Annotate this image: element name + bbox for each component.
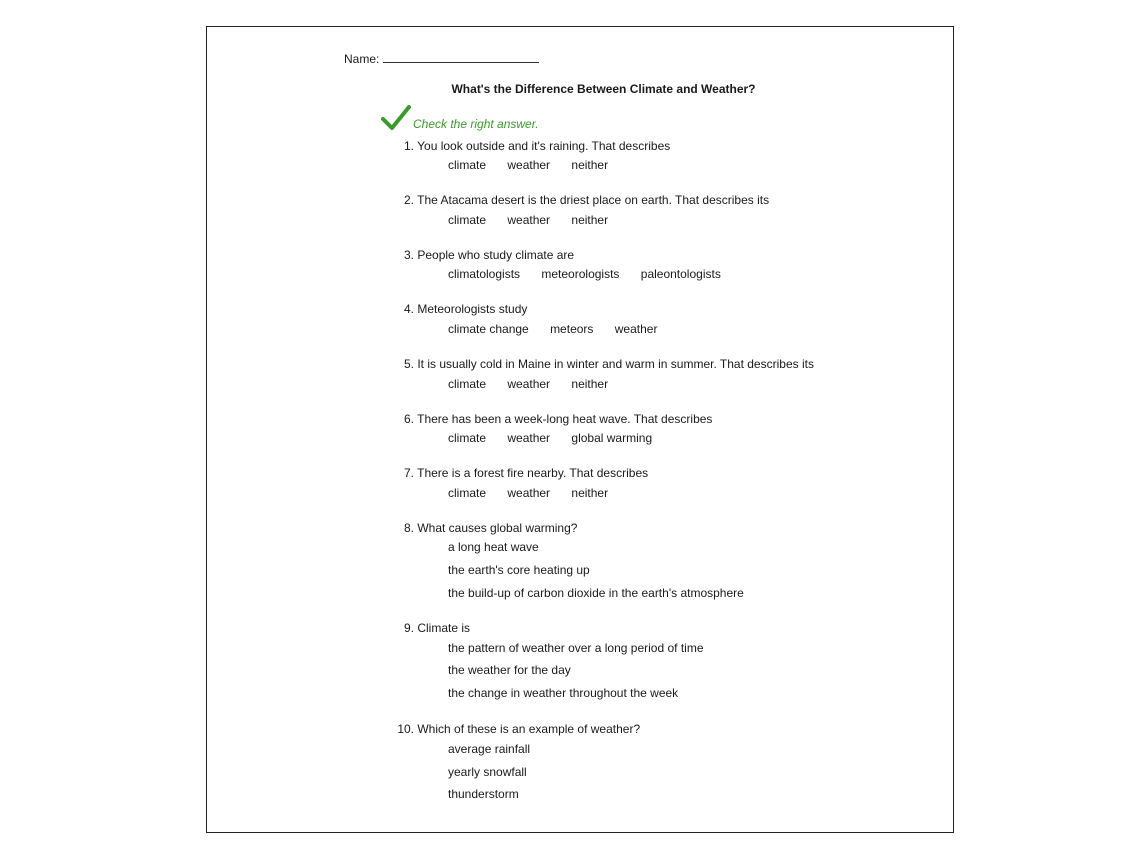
question-1 (390, 139, 670, 153)
answer-option[interactable]: the build-up of carbon dioxide in the earth's atmosphere (448, 586, 744, 600)
answer-option[interactable]: neither (571, 377, 609, 391)
question-text: There has been a week-long heat wave. That describes (417, 412, 713, 426)
question-number: 9. (403, 621, 414, 635)
answer-option[interactable]: a long heat wave (448, 540, 539, 554)
answer-options (448, 486, 626, 500)
checkmark-icon (381, 104, 411, 132)
answer-option[interactable]: climate (448, 486, 487, 500)
answer-option[interactable]: climate (448, 213, 487, 227)
question-9 (390, 621, 470, 635)
question-text: The Atacama desert is the driest place on earth. That describes its (417, 193, 770, 207)
instruction-text: Check the right answer. (413, 117, 539, 131)
answer-option[interactable]: thunderstorm (448, 787, 519, 801)
answer-option[interactable]: climate (448, 377, 487, 391)
answer-options (448, 158, 626, 172)
answer-option[interactable]: climatologists (448, 267, 521, 281)
question-6 (390, 412, 712, 426)
answer-option[interactable]: the earth's core heating up (448, 563, 590, 577)
answer-option[interactable]: weather (507, 158, 551, 172)
answer-option[interactable]: neither (571, 486, 609, 500)
question-text: What causes global warming? (417, 521, 578, 535)
question-text: Climate is (417, 621, 471, 635)
question-number: 1. (403, 139, 414, 153)
question-text: There is a forest fire nearby. That describes (417, 466, 649, 480)
answer-option[interactable]: weather (614, 322, 658, 336)
name-field-row (344, 52, 539, 66)
answer-option[interactable]: average rainfall (448, 742, 531, 756)
question-text: It is usually cold in Maine in winter and warm in summer. That describes its (417, 357, 814, 371)
question-text: You look outside and it's raining. That describes (417, 139, 671, 153)
question-8 (390, 521, 577, 535)
question-text: People who study climate are (417, 248, 575, 262)
answer-option[interactable]: neither (571, 158, 609, 172)
question-number: 2. (403, 193, 414, 207)
question-3 (390, 248, 574, 262)
answer-option[interactable]: the change in weather throughout the week (448, 686, 679, 700)
question-number: 6. (403, 412, 414, 426)
question-number: 8. (403, 521, 414, 535)
answer-options (448, 377, 626, 391)
answer-options (448, 267, 739, 281)
question-4 (390, 302, 527, 316)
answer-option[interactable]: weather (507, 213, 551, 227)
answer-options (448, 213, 626, 227)
question-number: 4. (403, 302, 414, 316)
answer-option[interactable]: the weather for the day (448, 663, 571, 677)
answer-option[interactable]: global warming (571, 431, 653, 445)
answer-option[interactable]: paleontologists (640, 267, 721, 281)
answer-option[interactable]: the pattern of weather over a long period of time (448, 641, 704, 655)
answer-option[interactable]: meteorologists (541, 267, 620, 281)
name-label: Name: (344, 52, 380, 66)
answer-options (448, 322, 675, 336)
answer-option[interactable]: meteors (550, 322, 594, 336)
answer-options (448, 431, 670, 445)
question-7 (390, 466, 648, 480)
question-number: 5. (403, 357, 414, 371)
answer-option[interactable]: climate change (448, 322, 529, 336)
answer-option[interactable]: climate (448, 431, 487, 445)
answer-option[interactable]: climate (448, 158, 487, 172)
question-10 (390, 722, 640, 736)
question-number: 10. (397, 722, 414, 736)
answer-option[interactable]: yearly snowfall (448, 765, 527, 779)
question-number: 3. (403, 248, 414, 262)
question-2 (390, 193, 769, 207)
question-text: Which of these is an example of weather? (417, 722, 641, 736)
question-5 (390, 357, 814, 371)
name-blank-line[interactable] (383, 52, 539, 63)
answer-option[interactable]: neither (571, 213, 609, 227)
answer-option[interactable]: weather (507, 431, 551, 445)
answer-option[interactable]: weather (507, 377, 551, 391)
question-text: Meteorologists study (417, 302, 528, 316)
question-number: 7. (403, 466, 414, 480)
answer-option[interactable]: weather (507, 486, 551, 500)
worksheet-title: What's the Difference Between Climate and Weather? (451, 82, 756, 96)
